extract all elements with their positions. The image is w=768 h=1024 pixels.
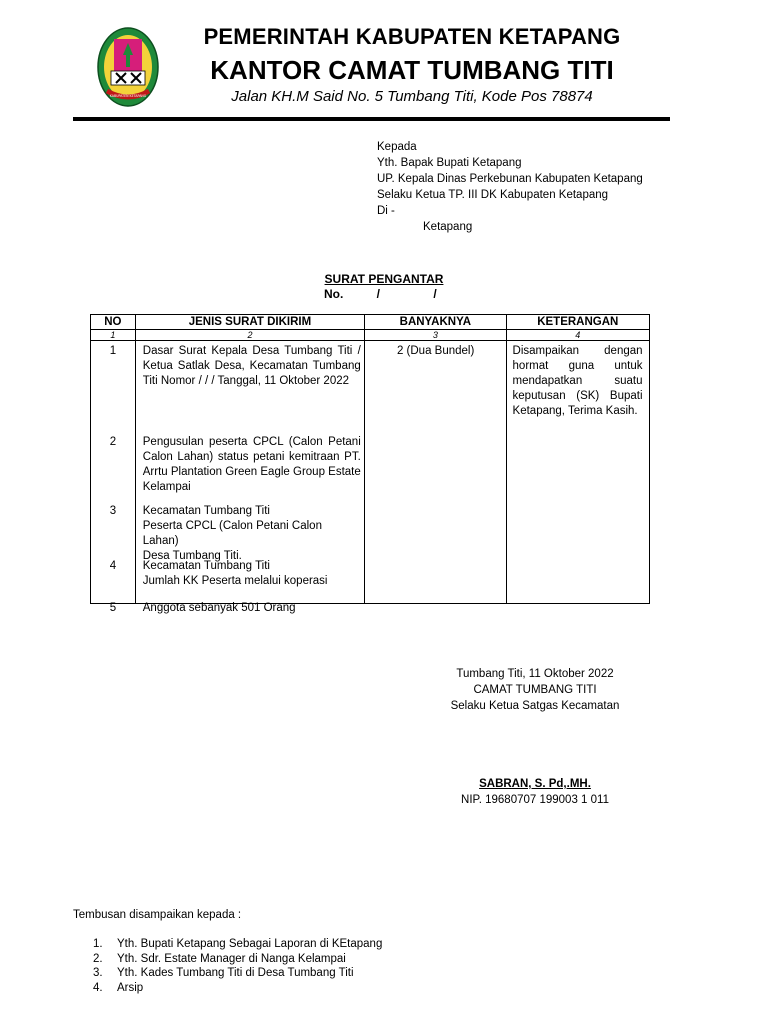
row-number: 3: [109, 505, 117, 517]
document-number: No. / /: [324, 287, 437, 301]
document-title: SURAT PENGANTAR: [324, 272, 444, 286]
tembusan-item: 1. Yth. Bupati Ketapang Sebagai Laporan di KEtapang: [93, 938, 383, 950]
tembusan-item: 2. Yth. Sdr. Estate Manager di Nanga Kelampai: [93, 952, 346, 965]
recipient-city: Ketapang: [423, 221, 473, 233]
tembusan-item: 3. Yth. Kades Tumbang Titi di Desa Tumbang Titi: [93, 967, 354, 979]
row-number: 5: [109, 602, 117, 614]
row-text: Pengusulan peserta CPCL (Calon Petani Calon Lahan) status petani kemitraan PT. Arrtu Plantation Green Eagle Group Estate Kelampai: [142, 436, 361, 493]
letter-table: [90, 314, 650, 614]
letterhead-address: Jalan KH.M Said No. 5 Tumbang Titi, Kode Pos 78874: [231, 88, 593, 105]
column-index: 3: [365, 330, 506, 341]
column-index: 2: [135, 330, 364, 341]
svg-text:KABUPATEN KETAPANG: KABUPATEN KETAPANG: [109, 94, 147, 98]
keterangan-value: Disampaikan dengan hormat guna untuk mendapatkan suatu keputusan (SK) Bupati Ketapang, Terima Kasih.: [512, 345, 643, 417]
kabupaten-ketapang-logo: [97, 27, 159, 109]
column-index: 1: [91, 330, 136, 341]
recipient-line: Di -: [377, 205, 395, 217]
row-text: Kecamatan Tumbang Titi Jumlah KK Peserta melalui koperasi: [142, 560, 328, 587]
letterhead-divider: [73, 117, 670, 121]
row-text: Anggota sebanyak 501 Orang: [142, 602, 296, 614]
letterhead-government: PEMERINTAH KABUPATEN KETAPANG: [203, 24, 621, 49]
tembusan-item: 4. Arsip: [93, 981, 144, 994]
jenis-column: [135, 341, 364, 614]
tembusan-title: Tembusan disampaikan kepada :: [73, 909, 242, 921]
recipient-line: UP. Kepala Dinas Perkebunan Kabupaten Ketapang: [377, 173, 643, 185]
header-banyaknya: BANYAKNYA: [365, 315, 506, 330]
recipient-block: [377, 139, 643, 235]
row-number: 1: [109, 345, 117, 357]
header-jenis: JENIS SURAT DIKIRIM: [135, 315, 364, 330]
banyaknya-value: 2 (Dua Bundel): [396, 345, 475, 357]
row-text: Kecamatan Tumbang Titi Peserta CPCL (Calon Petani Calon Lahan) Desa Tumbang Titi.: [142, 505, 322, 562]
row-number: 4: [109, 560, 117, 572]
signature-position: CAMAT TUMBANG TITI: [473, 684, 597, 696]
signature-role: Selaku Ketua Satgas Kecamatan: [450, 700, 620, 712]
header-no: NO: [91, 315, 136, 330]
row-number: 2: [109, 436, 117, 448]
signature-place-date: Tumbang Titi, 11 Oktober 2022: [456, 668, 614, 680]
tembusan-list: [93, 937, 382, 995]
recipient-line: Selaku Ketua TP. III DK Kabupaten Ketapang: [377, 189, 609, 201]
letterhead-office: KANTOR CAMAT TUMBANG TITI: [210, 55, 614, 85]
no-column: [91, 341, 136, 614]
keterangan-column: [506, 341, 649, 604]
row-text: Dasar Surat Kepala Desa Tumbang Titi / Ketua Satlak Desa, Kecamatan Tumbang Titi Nomor / / / Tanggal, 11 Oktober 2022: [142, 345, 361, 387]
banyaknya-column: [365, 341, 506, 604]
recipient-line: Yth. Bapak Bupati Ketapang: [377, 157, 522, 169]
signatory-name: SABRAN, S. Pd,.MH.: [479, 778, 591, 790]
column-index: 4: [506, 330, 649, 341]
recipient-line: Kepada: [377, 141, 417, 153]
header-keterangan: KETERANGAN: [506, 315, 649, 330]
signatory-nip: NIP. 19680707 199003 1 011: [461, 794, 609, 806]
signature-block: [430, 666, 640, 714]
